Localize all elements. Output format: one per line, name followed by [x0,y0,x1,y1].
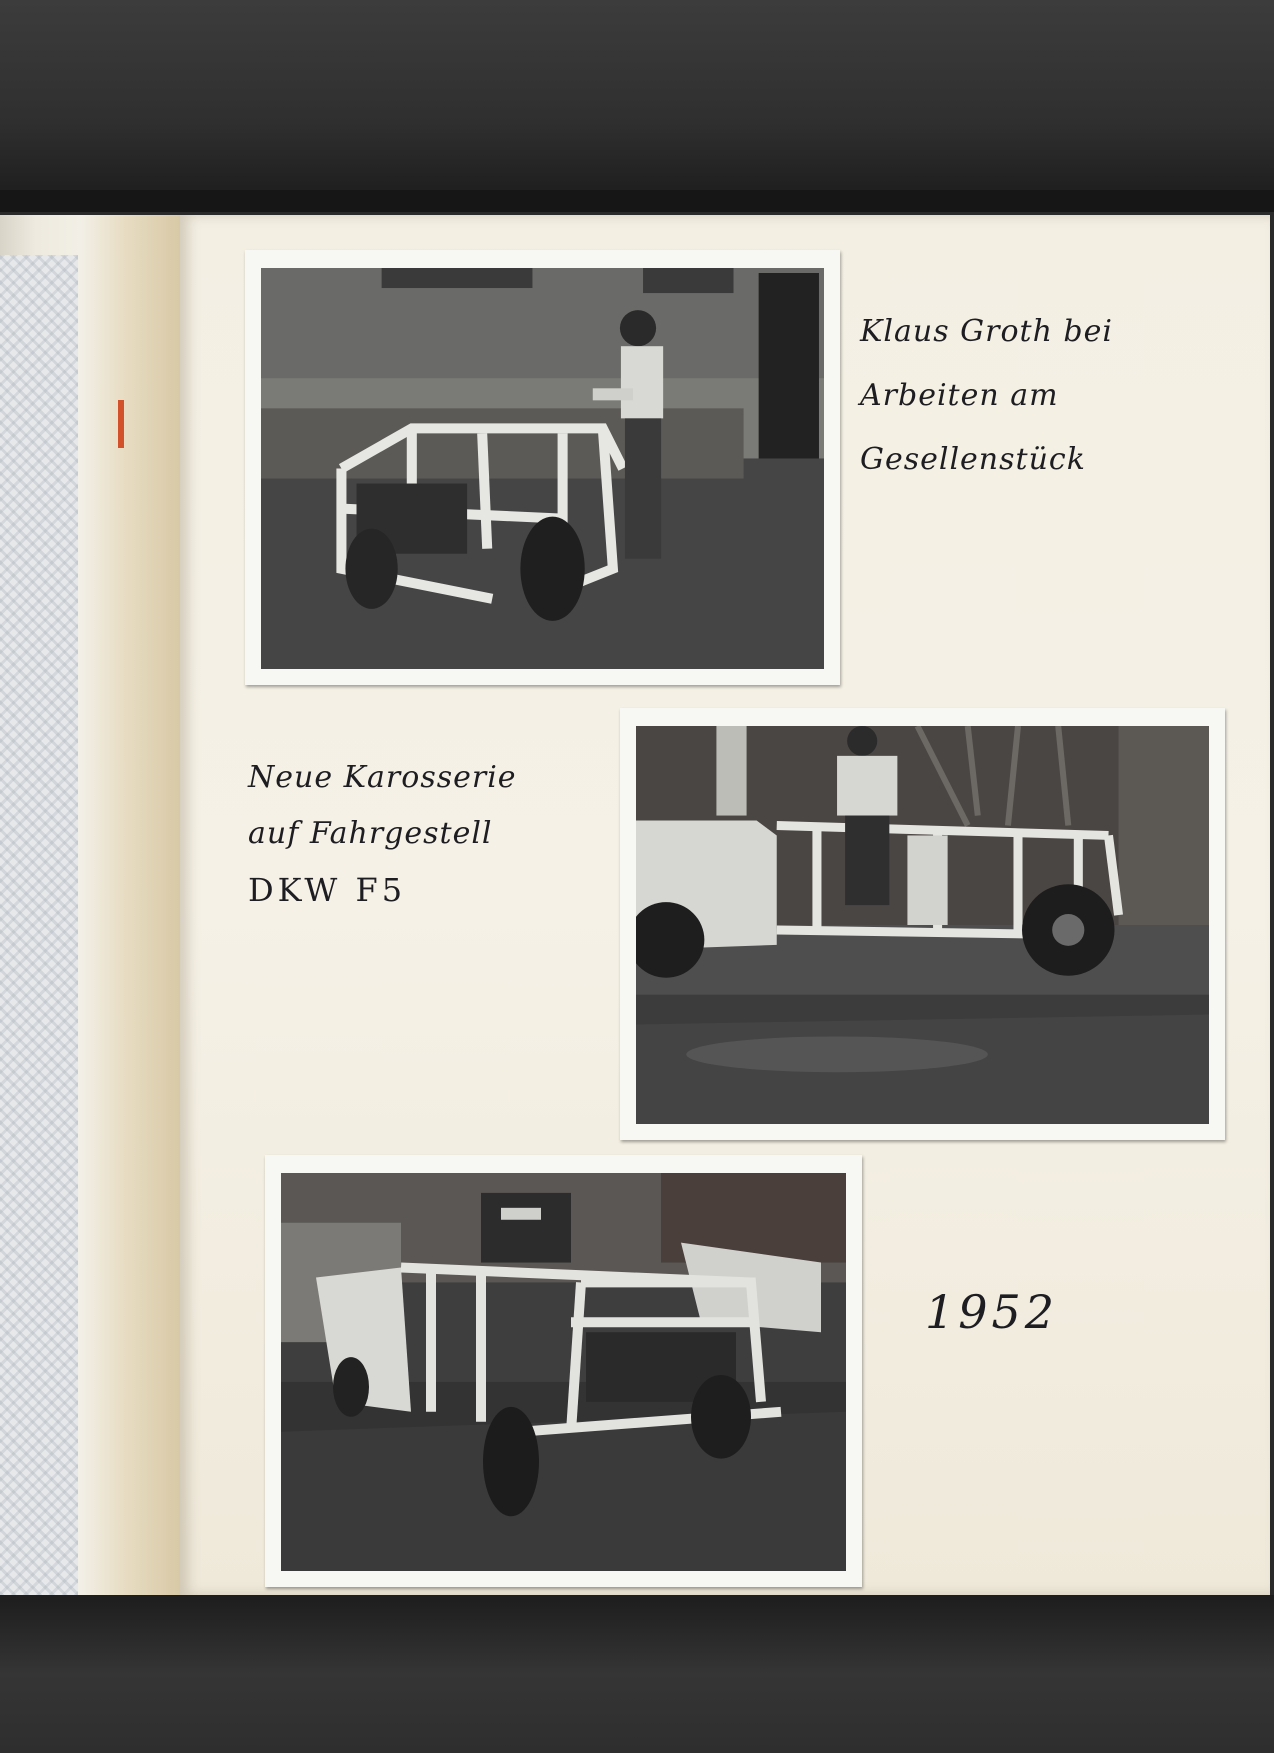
photo-image [636,726,1209,1124]
caption-line: auf Fahrgestell [248,816,493,851]
caption-new-body [248,750,517,918]
year-label: 1952 [925,1285,1059,1339]
photo-image [261,268,824,669]
caption-line: DKW F5 [248,871,407,909]
spine-red-mark [118,400,124,448]
caption-line: Neue Karosserie [248,760,517,795]
caption-line: Gesellenstück [860,442,1086,477]
scanner-background-top [0,0,1274,205]
scanner-background-bottom [0,1595,1274,1753]
caption-line: Klaus Groth bei [860,314,1113,349]
album-cover-edge [0,190,1274,212]
photo-image [281,1173,846,1571]
photo-side-scene [636,726,1209,1124]
photo-front-scene [281,1173,846,1571]
caption-klaus-groth [860,300,1113,492]
caption-line: Arbeiten am [860,378,1059,413]
photo-car-body-side-view [620,708,1225,1140]
photo-car-body-front-view [265,1155,862,1587]
spine-binding-gauze [0,255,78,1595]
photo-man-working-on-frame [245,250,840,685]
photo-frame-scene [261,268,824,669]
